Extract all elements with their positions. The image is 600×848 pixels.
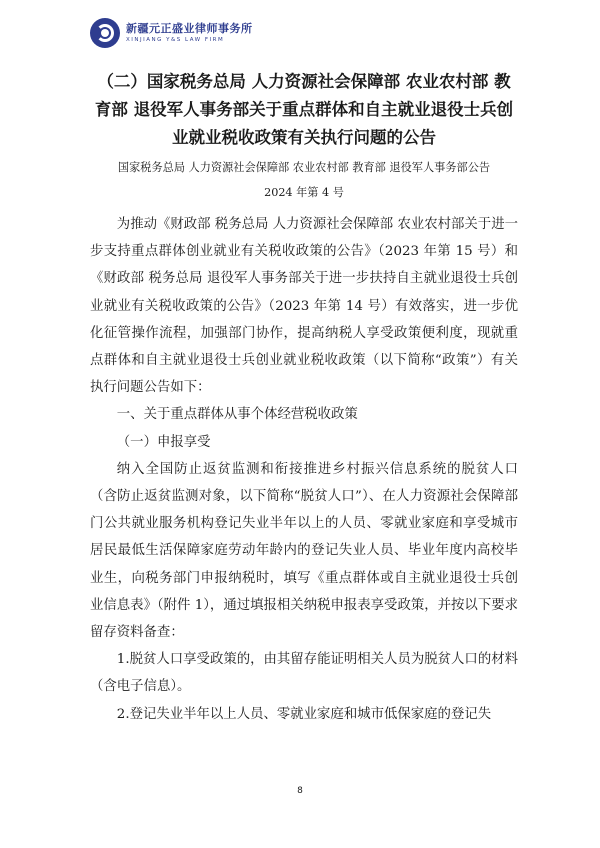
- list-item: 2.登记失业半年以上人员、零就业家庭和城市低保家庭的登记失: [116, 706, 492, 722]
- intro-paragraph: 为推动《财政部 税务总局 人力资源社会保障部 农业农村部关于进一步支持重点群体创业就业有关税收政策的公告》（2023 年第 15 号）和《财政部 税务总局 退役军人事务部关于进一步扶持自主就业退役士兵创业就业有关税收政策的公告》（2023 年第 14 号）有效落实，进一步优化征管操作流程，加强部门协作，提高纳税人享受政策便利度，现就重点群体和自主就业退役士兵创业就业税收政策（以下简称“政策”）有关执行问题公告如下：: [90, 217, 518, 396]
- page-header: [90, 16, 253, 50]
- law-firm-logo-icon: [90, 18, 120, 48]
- page-number: 8: [297, 786, 303, 796]
- document-number: 2024 年第 4 号: [264, 186, 344, 199]
- section-heading: 一、关于重点群体从事个体经营税收政策: [116, 407, 358, 423]
- announcement-title: （二）国家税务总局 人力资源社会保障部 农业农村部 教育部 退役军人事务部关于重点群体和自主就业退役士兵创业就业税收政策有关执行问题的公告: [94, 72, 514, 147]
- subsection-heading: （一）申报享受: [116, 434, 211, 450]
- firm-name-cn: 新疆元正盛业律师事务所: [126, 22, 253, 35]
- body-paragraph: 纳入全国防止返贫监测和衔接推进乡村振兴信息系统的脱贫人口（含防止返贫监测对象，以下简称“脱贫人口”）、在人力资源社会保障部门公共就业服务机构登记失业半年以上的人员、零就业家庭和享受城市居民最低生活保障家庭劳动年龄内的登记失业人员、毕业年度内高校毕业生，向税务部门申报纳税时，填写《重点群体或自主就业退役士兵创业信息表》（附件 1），通过填报相关纳税申报表享受政策，并按以下要求留存资料备查：: [90, 461, 518, 641]
- document-body: [90, 68, 518, 728]
- list-item: 1.脱贫人口享受政策的，由其留存能证明相关人员为脱贫人口的材料（含电子信息）。: [90, 652, 518, 695]
- issuing-departments: 国家税务总局 人力资源社会保障部 农业农村部 教育部 退役军人事务部公告: [117, 161, 491, 174]
- firm-name-block: [126, 22, 253, 44]
- firm-name-en: XINJIANG Y&S LAW FIRM: [126, 37, 225, 43]
